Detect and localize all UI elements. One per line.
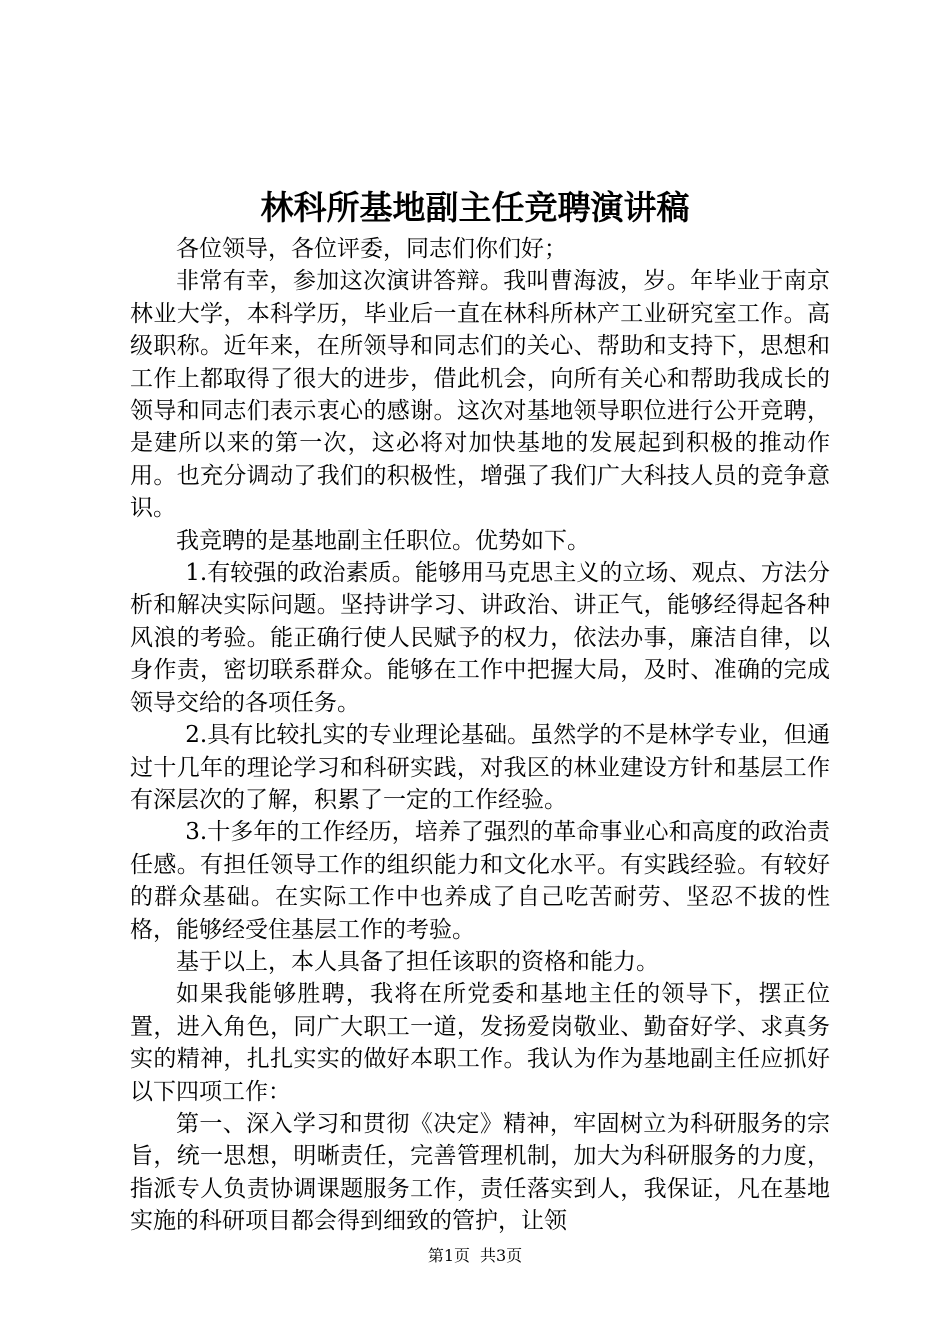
document-title: 林科所基地副主任竞聘演讲稿: [260, 188, 690, 227]
paragraph-qualification: 基于以上，本人具备了担任该职的资格和能力。: [176, 948, 659, 975]
page-footer: [0, 1244, 950, 1268]
paragraph-position: 我竞聘的是基地副主任职位。优势如下。: [176, 527, 590, 554]
paragraph-greeting: 各位领导，各位评委，同志们你们好；: [176, 236, 567, 262]
paragraph-advantage-1: 1.有较强的政治素质。能够用马克思主义的立场、观点、方法分析和解决实际问题。坚持讲学习、讲政治、讲正气，能够经得起各种风浪的考验。能正确行使人民赋予的权力，依法办事，廉洁自律，以身作责，密切联系群众。能够在工作中把握大局，及时、准确的完成领导交给的各项任务。: [130, 560, 830, 716]
paragraph-plan: 如果我能够胜聘，我将在所党委和基地主任的领导下，摆正位置，进入角色，同广大职工一道，发扬爱岗敬业、勤奋好学、求真务实的精神，扎扎实实的做好本职工作。我认为作为基地副主任应抓好以下四项工作：: [130, 981, 830, 1105]
paragraph-advantage-2: 2.具有比较扎实的专业理论基础。虽然学的不是林学专业，但通过十几年的理论学习和科研实践，对我区的林业建设方针和基层工作有深层次的了解，积累了一定的工作经验。: [130, 722, 830, 813]
paragraph-task-1: 第一、深入学习和贯彻《决定》精神，牢固树立为科研服务的宗旨，统一思想，明晰责任，完善管理机制，加大为科研服务的力度，指派专人负责协调课题服务工作，责任落实到人，我保证，凡在基地实施的科研项目都会得到细致的管护，让领: [130, 1110, 830, 1235]
page-total: 共3页: [480, 1246, 523, 1265]
paragraph-intro: 非常有幸，参加这次演讲答辩。我叫曹海波，岁。年毕业于南京林业大学，本科学历，毕业后一直在林科所林产工业研究室工作。高级职称。近年来，在所领导和同志们的关心、帮助和支持下，思想和工作上都取得了很大的进步，借此机会，向所有关心和帮助我成长的领导和同志们表示衷心的感谢。这次对基地领导职位进行公开竞聘，是建所以来的第一次，这必将对加快基地的发展起到积极的推动作用。也充分调动了我们的积极性，增强了我们广大科技人员的竞争意识。: [130, 268, 830, 522]
paragraph-advantage-3: 3.十多年的工作经历，培养了强烈的革命事业心和高度的政治责任感。有担任领导工作的组织能力和文化水平。有实践经验。有较好的群众基础。在实际工作中也养成了自己吃苦耐劳、坚忍不拔的性格，能够经受住基层工作的考验。: [130, 819, 830, 943]
page-number: 第1页: [427, 1246, 470, 1265]
document-body: [130, 233, 830, 1238]
